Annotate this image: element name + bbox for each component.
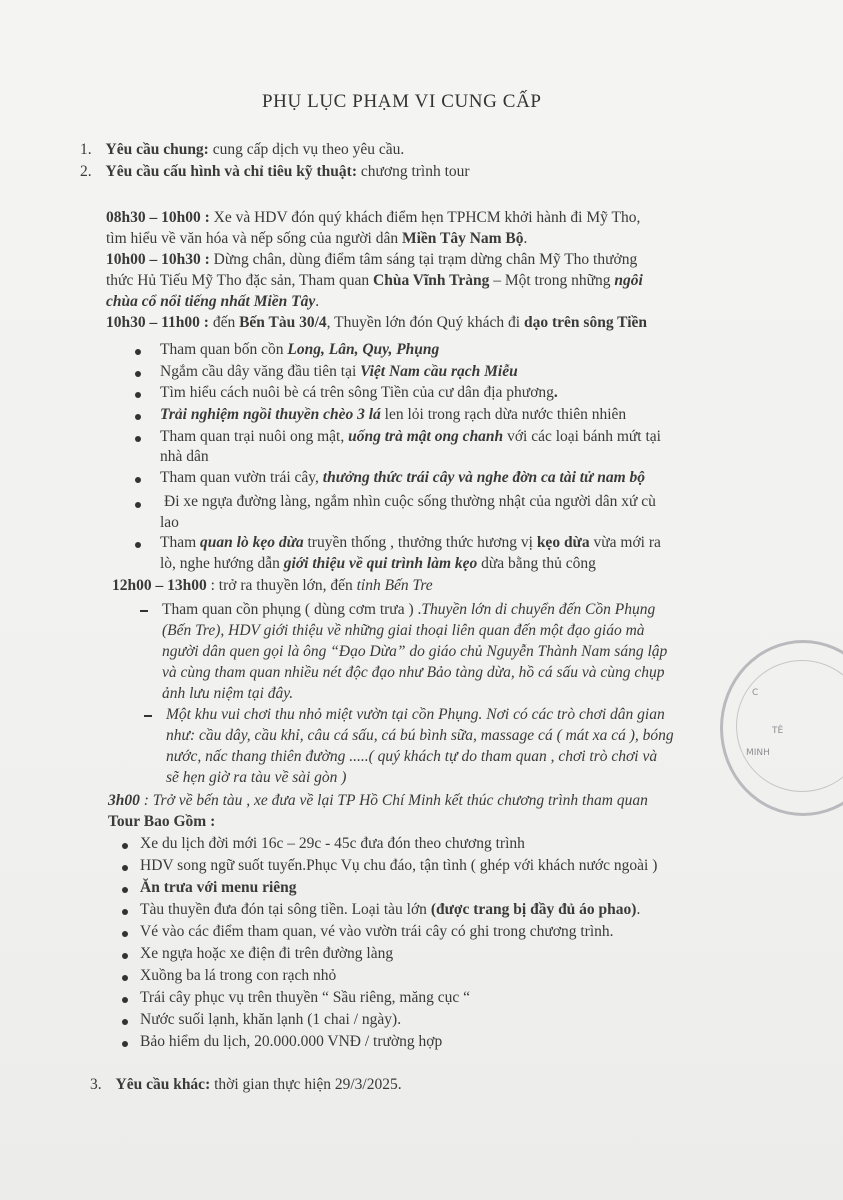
schedule-1-line-2 — [106, 229, 527, 248]
bullet-8-italic-2: giới thiệu về qui trình làm kẹo — [283, 555, 478, 572]
bullet-1-italic: Long, Lân, Quy, Phụng — [287, 341, 440, 358]
bullet-4-italic: Trải nghiệm ngồi thuyền chèo 3 lá — [160, 406, 381, 423]
dash-2-line-2: như: cầu dây, cầu khỉ, câu cá sấu, cá bú bình sữa, massage cá ( mát xa cá ), bóng — [166, 727, 674, 744]
tour-item-7: Xuồng ba lá trong con rạch nhỏ — [140, 967, 337, 984]
bullet-5-text-2: với các loại bánh mứt tại — [503, 428, 661, 445]
bullet-1-text: Tham quan bốn cồn — [160, 341, 288, 358]
schedule-1-time: 08h30 – 10h00 : — [106, 209, 210, 226]
stamp-text-a: C — [752, 688, 759, 698]
schedule-3-text: đến — [208, 314, 240, 331]
bullet-3-text: Tìm hiểu cách nuôi bè cá trên sông Tiền của cư dân địa phương — [160, 384, 554, 401]
schedule-2-line-3 — [106, 292, 319, 311]
tour-item-3: Ăn trưa với menu riêng — [140, 879, 297, 896]
item-3-number: 3. — [90, 1076, 102, 1093]
schedule-2-italic: ngôi — [614, 272, 643, 289]
tour-item-4 — [140, 900, 640, 919]
dash-1-line-3: người dân quen gọi là ông “Đạo Dừa” do giáo chủ Nguyễn Thành Nam sáng lập — [162, 643, 668, 660]
item-2-label: Yêu cầu cấu hình và chỉ tiêu kỹ thuật: — [105, 163, 357, 180]
bullet-2-text: Ngắm cầu dây văng đầu tiên tại — [160, 363, 361, 380]
bullet-7: Đi xe ngựa đường làng, ngắm nhìn cuộc sống thường nhật của người dân xứ cù — [164, 493, 656, 510]
schedule-3-time: 10h30 – 11h00 : — [106, 314, 209, 331]
bullet-4 — [160, 405, 626, 424]
bullet-8 — [160, 533, 661, 552]
bullet-3 — [160, 383, 558, 402]
dash-mark — [140, 610, 148, 612]
schedule-5 — [108, 791, 648, 810]
bullet-8-text-2: truyền thống , thưởng thức hương vị — [303, 534, 537, 551]
item-3 — [90, 1075, 402, 1094]
bullet-5-cont: nhà dân — [160, 448, 209, 465]
bullet-dot — [135, 436, 141, 442]
bullet-8-bold: kẹo dừa — [536, 534, 590, 551]
bullet-6-italic: thưởng thức trái cây và nghe đờn ca tài tử nam bộ — [322, 469, 646, 486]
bullet-6-text: Tham quan vườn trái cây, — [160, 469, 323, 486]
page-title: PHỤ LỤC PHẠM VI CUNG CẤP — [262, 91, 542, 112]
bullet-6 — [160, 468, 645, 487]
tour-item-9: Nước suối lạnh, khăn lạnh (1 chai / ngày). — [140, 1011, 402, 1028]
schedule-2-italic-2: chùa cổ nổi tiếng nhất Miền Tây — [106, 293, 316, 310]
bullet-dot — [135, 349, 141, 355]
bullet-dot — [135, 392, 141, 398]
schedule-5-text: : Trở về bến tàu , xe đưa về lại TP Hồ Chí Minh kết thúc chương trình tham quan — [139, 792, 648, 809]
dash-1-line-1 — [162, 600, 655, 619]
schedule-2-pagoda: Chùa Vĩnh Tràng — [373, 272, 490, 289]
schedule-1-text-2: tìm hiểu về văn hóa và nếp sống của người dân — [106, 230, 402, 247]
dash-1-line-5: ảnh lưu niệm tại đây. — [162, 685, 294, 702]
bullet-8-text-3: vừa mới ra — [589, 534, 661, 551]
schedule-2-end: . — [315, 293, 320, 310]
bullet-8-text-5: dừa bằng thủ công — [477, 555, 596, 572]
schedule-1-region: Miền Tây Nam Bộ — [401, 230, 524, 247]
schedule-3-line-1 — [106, 313, 647, 332]
dash-1-text: Tham quan cồn phụng ( dùng cơm trưa ) . — [162, 601, 422, 618]
bullet-dot — [135, 502, 141, 508]
bullet-dot — [135, 371, 141, 377]
tour-item-4-end: . — [636, 901, 641, 918]
bullet-dot — [122, 1019, 128, 1025]
item-1-label: Yêu cầu chung: — [105, 141, 209, 158]
item-3-label: Yêu cầu khác: — [115, 1076, 211, 1093]
tour-item-2: HDV song ngữ suốt tuyến.Phục Vụ chu đáo, tận tình ( ghép với khách nước ngoài ) — [140, 857, 658, 874]
bullet-dot — [122, 865, 128, 871]
bullet-8-italic: quan lò kẹo dừa — [200, 534, 304, 551]
item-2-number: 2. — [80, 163, 92, 180]
schedule-1-line-1 — [106, 208, 640, 227]
item-3-text: thời gian thực hiện 29/3/2025. — [210, 1076, 402, 1093]
bullet-dot — [135, 542, 141, 548]
tour-heading: Tour Bao Gồm : — [108, 813, 216, 830]
schedule-4-time: 12h00 – 13h00 — [112, 577, 207, 594]
schedule-5-time: 3h00 — [108, 792, 140, 809]
item-2 — [80, 162, 470, 181]
tour-item-8: Trái cây phục vụ trên thuyền “ Sầu riêng, măng cục “ — [140, 989, 470, 1006]
bullet-dot — [122, 887, 128, 893]
bullet-7-cont: lao — [160, 514, 179, 531]
schedule-3-river: dạo trên sông Tiền — [524, 314, 648, 331]
schedule-2-text: Dừng chân, dùng điểm tâm sáng tại trạm dừng chân Mỹ Tho thưởng — [209, 251, 638, 268]
schedule-2-time: 10h00 – 10h30 : — [106, 251, 210, 268]
schedule-4 — [112, 576, 433, 595]
bullet-8-text-4: lò, nghe hướng dẫn — [160, 555, 284, 572]
bullet-dot — [122, 909, 128, 915]
bullet-dot — [122, 975, 128, 981]
tour-item-4-text: Tàu thuyền đưa đón tại sông tiền. Loại tàu lớn — [140, 901, 431, 918]
bullet-dot — [122, 953, 128, 959]
dash-1-italic: Thuyền lớn di chuyển đến Cồn Phụng — [421, 601, 656, 618]
tour-item-1: Xe du lịch đời mới 16c – 29c - 45c đưa đón theo chương trình — [140, 835, 525, 852]
bullet-dot — [122, 843, 128, 849]
tour-item-10: Bảo hiểm du lịch, 20.000.000 VNĐ / trường hợp — [140, 1033, 443, 1050]
bullet-5 — [160, 427, 661, 446]
schedule-3-text-2: , Thuyền lớn đón Quý khách đi — [326, 314, 524, 331]
tour-item-6: Xe ngựa hoặc xe điện đi trên đường làng — [140, 945, 394, 962]
schedule-1-end: . — [523, 230, 528, 247]
dash-2-line-3: nước, nấc thang thiên đường .....( quý khách tự do tham quan , chơi trò chơi và — [166, 748, 658, 765]
schedule-4-italic: tỉnh Bến Tre — [356, 577, 433, 594]
bullet-1 — [160, 340, 439, 359]
tour-item-5: Vé vào các điểm tham quan, vé vào vườn trái cây có ghi trong chương trình. — [140, 923, 614, 940]
bullet-2-italic: Việt Nam cầu rạch Miễu — [360, 363, 518, 380]
dash-1-line-2: (Bến Tre), HDV giới thiệu về những giai thoại liên quan đến một đạo giáo mà — [162, 622, 645, 639]
bullet-8-text: Tham — [160, 534, 201, 551]
item-2-text: chương trình tour — [356, 163, 470, 180]
bullet-8-cont — [160, 554, 596, 573]
item-1-text: cung cấp dịch vụ theo yêu cầu. — [208, 141, 405, 158]
bullet-5-italic: uống trà mật ong chanh — [348, 428, 504, 445]
item-1-number: 1. — [80, 141, 92, 158]
bullet-5-text: Tham quan trại nuôi ong mật, — [160, 428, 349, 445]
schedule-2-text-2: thức Hủ Tiếu Mỹ Tho đặc sản, Tham quan — [106, 272, 374, 289]
bullet-dot — [122, 931, 128, 937]
tour-item-4-bold: (được trang bị đầy đủ áo phao) — [430, 901, 637, 918]
bullet-dot — [135, 477, 141, 483]
schedule-2-text-3: – Một trong những — [489, 272, 615, 289]
stamp-text-b: TÊ — [772, 726, 784, 736]
schedule-2-line-1 — [106, 250, 637, 269]
dash-mark — [144, 715, 152, 717]
dash-2-line-4: sẽ hẹn giờ ra tàu về sài gòn ) — [166, 769, 347, 786]
dash-1-line-4: và cùng tham quan nhiều nét độc đạo như Bảo tàng dừa, hồ cá sấu và cùng chụp — [162, 664, 665, 681]
item-1 — [80, 140, 404, 159]
stamp-text-c: MINH — [746, 748, 770, 758]
bullet-2 — [160, 362, 518, 381]
schedule-3-pier: Bến Tàu 30/4 — [239, 314, 327, 331]
bullet-dot — [122, 1041, 128, 1047]
bullet-dot — [135, 414, 141, 420]
schedule-4-text: : trở ra thuyền lớn, đến — [206, 577, 357, 594]
bullet-3-end: . — [553, 384, 558, 401]
bullet-4-text: len lỏi trong rạch dừa nước thiên nhiên — [380, 406, 627, 423]
dash-2-line-1: Một khu vui chơi thu nhỏ miệt vườn tại cồn Phụng. Nơi có các trò chơi dân gian — [166, 706, 665, 723]
schedule-1-text: Xe và HDV đón quý khách điểm hẹn TPHCM khởi hành đi Mỹ Tho, — [209, 209, 641, 226]
schedule-2-line-2 — [106, 271, 643, 290]
bullet-dot — [122, 997, 128, 1003]
